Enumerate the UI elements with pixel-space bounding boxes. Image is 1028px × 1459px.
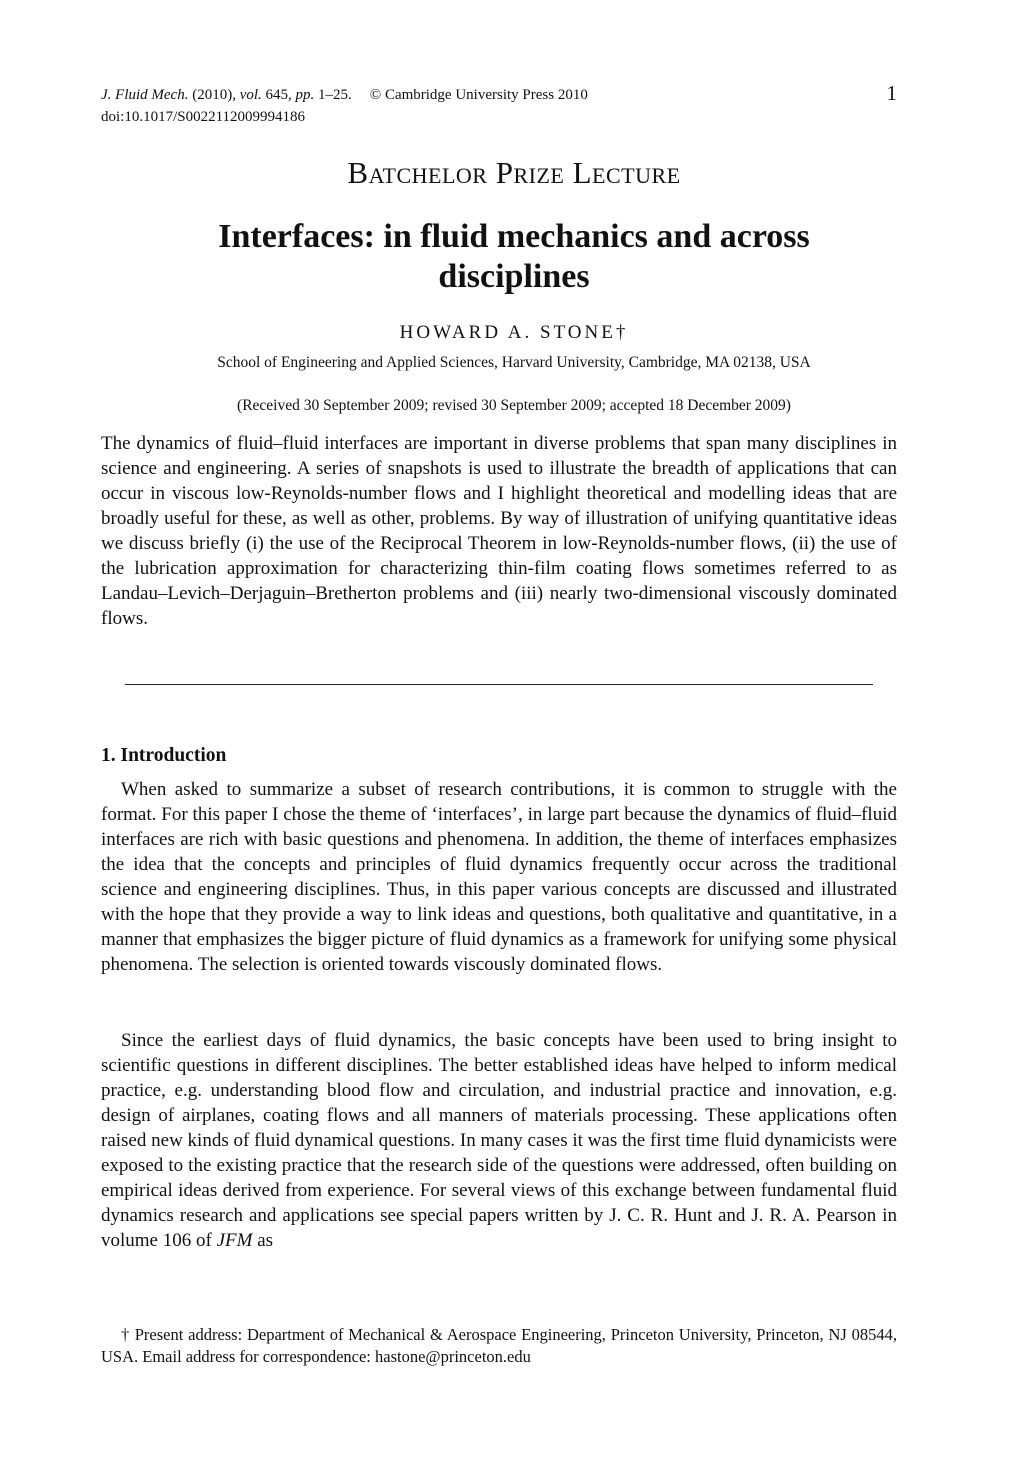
- received-dates: (Received 30 September 2009; revised 30 September 2009; accepted 18 December 2009): [237, 397, 791, 414]
- pages-range: 1–25.: [314, 87, 352, 103]
- citation-line: [101, 84, 588, 106]
- section-heading: 1. Introduction: [101, 745, 227, 766]
- intro-paragraph-2: [101, 1028, 897, 1253]
- journal-abbreviation: JFM: [216, 1230, 253, 1251]
- abstract: The dynamics of fluid–fluid interfaces are important in diverse problems that span many disciplines in science and engineering. A series of snapshots is used to illustrate the breadth of applications that can occur in viscous low-Reynolds-number flows and I highlight theoretical and modelling ideas that are broadly useful for these, as well as other, problems. By way of illustration of unifying quantitative ideas we discuss briefly (i) the use of the Reciprocal Theorem in low-Reynolds-number flows, (ii) the use of the lubrication approximation for characterizing thin-film coating flows sometimes referred to as Landau–Levich–Derjaguin–Bretherton problems and (iii) nearly two-dimensional viscously dominated flows.: [101, 433, 897, 629]
- volume-number: 645,: [261, 87, 296, 103]
- intro-paragraph-2-end: as: [252, 1230, 274, 1251]
- copyright-notice: © Cambridge University Press 2010: [369, 87, 588, 103]
- intro-paragraph-2-text: Since the earliest days of fluid dynamics, the basic concepts have been used to bring insight to scientific questions in different disciplines. The better established ideas have helped to inform medical practice, e.g. understanding blood flow and circulation, and industrial practice and innovation, e.g. design of airplanes, coating flows and all manners of materials processing. These applications often raised new kinds of fluid dynamical questions. In many cases it was the first time fluid dynamicists were exposed to the existing practice that the research side of the questions were addressed, often building on empirical ideas derived from experience. For several views of this exchange between fundamental fluid dynamics research and applications see special papers written by J. C. R. Hunt and J. R. A. Pearson in volume 106 of: [101, 1030, 897, 1251]
- author-affiliation: School of Engineering and Applied Sciences, Harvard University, Cambridge, MA 02138, USA: [217, 354, 811, 371]
- doi: doi:10.1017/S0022112009994186: [101, 109, 306, 125]
- footnote: † Present address: Department of Mechanical & Aerospace Engineering, Princeton University, Princeton, NJ 08544, USA. Email address for correspondence: hastone@princeton.edu: [101, 1325, 897, 1366]
- pages-label: pp.: [295, 87, 315, 103]
- author-name: HOWARD A. STONE†: [399, 322, 629, 343]
- intro-paragraph-1: When asked to summarize a subset of research contributions, it is common to struggle with the format. For this paper I chose the theme of ‘interfaces’, in large part because the dynamics of fluid–fluid interfaces are rich with basic questions and phenomena. In addition, the theme of interfaces emphasizes the idea that the concepts and principles of fluid dynamics frequently occur across the traditional science and engineering disciplines. Thus, in this paper various concepts are discussed and illustrated with the hope that they provide a way to link ideas and questions, both qualitative and quantitative, in a manner that emphasizes the bigger picture of fluid dynamics as a framework for unifying some physical phenomena. The selection is oriented towards viscously dominated flows.: [101, 779, 897, 975]
- series-title: Batchelor Prize Lecture: [347, 155, 681, 190]
- page-number: 1: [886, 81, 897, 105]
- abstract-divider: [125, 684, 873, 685]
- journal-year: (2010),: [188, 87, 240, 103]
- paper-title: Interfaces: in fluid mechanics and across disciplines: [218, 218, 810, 295]
- volume-label: vol.: [239, 87, 262, 103]
- journal-name: J. Fluid Mech.: [101, 87, 189, 103]
- running-header: [101, 84, 588, 128]
